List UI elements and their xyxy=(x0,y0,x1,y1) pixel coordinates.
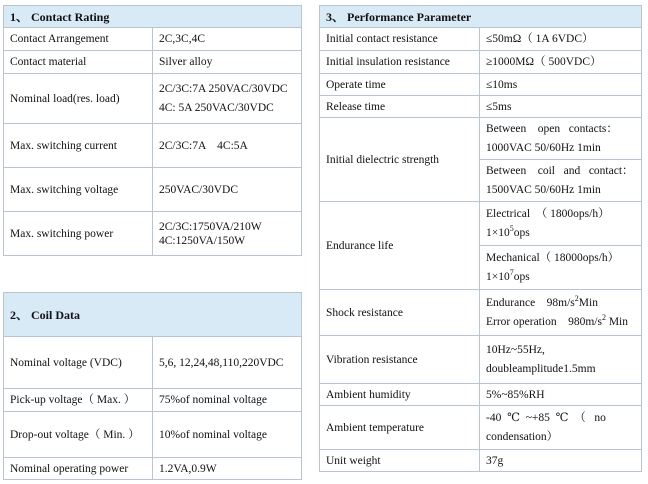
row-value xyxy=(480,336,642,384)
row-value: ≥1000MΩ（ 500VDC） xyxy=(480,51,642,74)
row-value: 250VAC/30VDC xyxy=(153,168,302,212)
row-label: Operate time xyxy=(320,74,480,96)
row-label: Max. switching current xyxy=(4,124,153,168)
value-line: 2C/3C:7A 250VAC/30VDC xyxy=(159,82,288,95)
row-value: ≤10ms xyxy=(480,74,642,96)
value-text: Error operation 980m/s xyxy=(486,315,602,328)
row-label: Drop-out voltage（ Min. ） xyxy=(4,412,153,458)
value-line: 1500VAC 50/60Hz 1min xyxy=(486,183,601,196)
value-line: condensation） xyxy=(486,430,559,443)
row-label: Max. switching power xyxy=(4,212,153,256)
row-label: Initial insulation resistance xyxy=(320,51,480,74)
exponent: 2 xyxy=(601,312,606,322)
value-line: 4C:1250VA/150W xyxy=(159,234,246,247)
value-line xyxy=(486,224,635,243)
row-label: Initial contact resistance xyxy=(320,28,480,51)
row-value xyxy=(153,212,302,256)
value-line xyxy=(486,268,635,287)
row-label: Max. switching voltage xyxy=(4,168,153,212)
value-line: 2C/3C:1750VA/210W xyxy=(159,220,262,233)
exponent: 5 xyxy=(509,223,514,233)
contact-rating-table xyxy=(3,5,302,256)
exponent: 7 xyxy=(509,267,514,277)
row-value: ≤50mΩ（ 1A 6VDC） xyxy=(480,28,642,51)
coil-data-table xyxy=(3,292,302,480)
value-text: 1×10 xyxy=(486,270,510,283)
row-label: Nominal voltage (VDC) xyxy=(4,337,153,389)
row-value: 5%~85%RH xyxy=(480,384,642,406)
value-line: doubleamplitude1.5mm xyxy=(486,362,596,375)
value-line: Between open contacts： xyxy=(486,122,618,135)
row-label: Release time xyxy=(320,96,480,118)
row-value: 75%of nominal voltage xyxy=(153,389,302,412)
row-value: 2C,3C,4C xyxy=(153,28,302,51)
row-label: Ambient humidity xyxy=(320,384,480,406)
row-label: Shock resistance xyxy=(320,290,480,336)
row-value: 5,6, 12,24,48,110,220VDC xyxy=(153,337,302,389)
value-line xyxy=(486,313,635,332)
value-line: Mechanical（ 18000ops/h） xyxy=(486,251,620,264)
value-line: 1000VAC 50/60Hz 1min xyxy=(486,141,601,154)
row-value xyxy=(153,74,302,124)
value-text: Min xyxy=(578,296,598,309)
value-line: Between coil and contact： xyxy=(486,164,634,177)
value-text: Endurance 98m/s xyxy=(486,296,575,309)
value-line: 10Hz~55Hz, xyxy=(486,343,545,356)
row-value xyxy=(480,406,642,450)
value-text: ops xyxy=(513,270,530,283)
value-text: ops xyxy=(513,226,530,239)
row-value xyxy=(480,290,642,336)
row-value xyxy=(480,246,642,290)
row-label: Nominal load(res. load) xyxy=(4,74,153,124)
performance-title: 3、 Performance Parameter xyxy=(320,6,642,28)
row-label: Endurance life xyxy=(320,202,480,290)
row-label: Pick-up voltage（ Max. ） xyxy=(4,389,153,412)
row-label: Nominal operating power xyxy=(4,458,153,480)
row-label: Vibration resistance xyxy=(320,336,480,384)
row-value xyxy=(480,118,642,160)
row-label: Contact material xyxy=(4,51,153,74)
value-line: 4C: 5A 250VAC/30VDC xyxy=(159,101,274,114)
value-line xyxy=(486,294,635,313)
row-value: Silver alloy xyxy=(153,51,302,74)
row-label: Ambient temperature xyxy=(320,406,480,450)
row-value: ≤5ms xyxy=(480,96,642,118)
row-label: Contact Arrangement xyxy=(4,28,153,51)
coil-data-title: 2、 Coil Data xyxy=(4,293,302,337)
row-value: 2C/3C:7A 4C:5A xyxy=(153,124,302,168)
value-line: -40 ℃ ~+85 ℃ （ no xyxy=(486,411,606,424)
row-value xyxy=(480,202,642,246)
exponent: 2 xyxy=(574,293,579,303)
value-text: 1×10 xyxy=(486,226,510,239)
row-value: 10%of nominal voltage xyxy=(153,412,302,458)
row-value: 1.2VA,0.9W xyxy=(153,458,302,480)
row-label: Initial dielectric strength xyxy=(320,118,480,202)
contact-rating-title: 1、 Contact Rating xyxy=(4,6,302,28)
value-line: Electrical （ 1800ops/h） xyxy=(486,207,610,220)
value-text: Min xyxy=(605,315,628,328)
row-label: Unit weight xyxy=(320,450,480,472)
row-value: 37g xyxy=(480,450,642,472)
performance-table xyxy=(319,5,642,472)
row-value xyxy=(480,160,642,202)
